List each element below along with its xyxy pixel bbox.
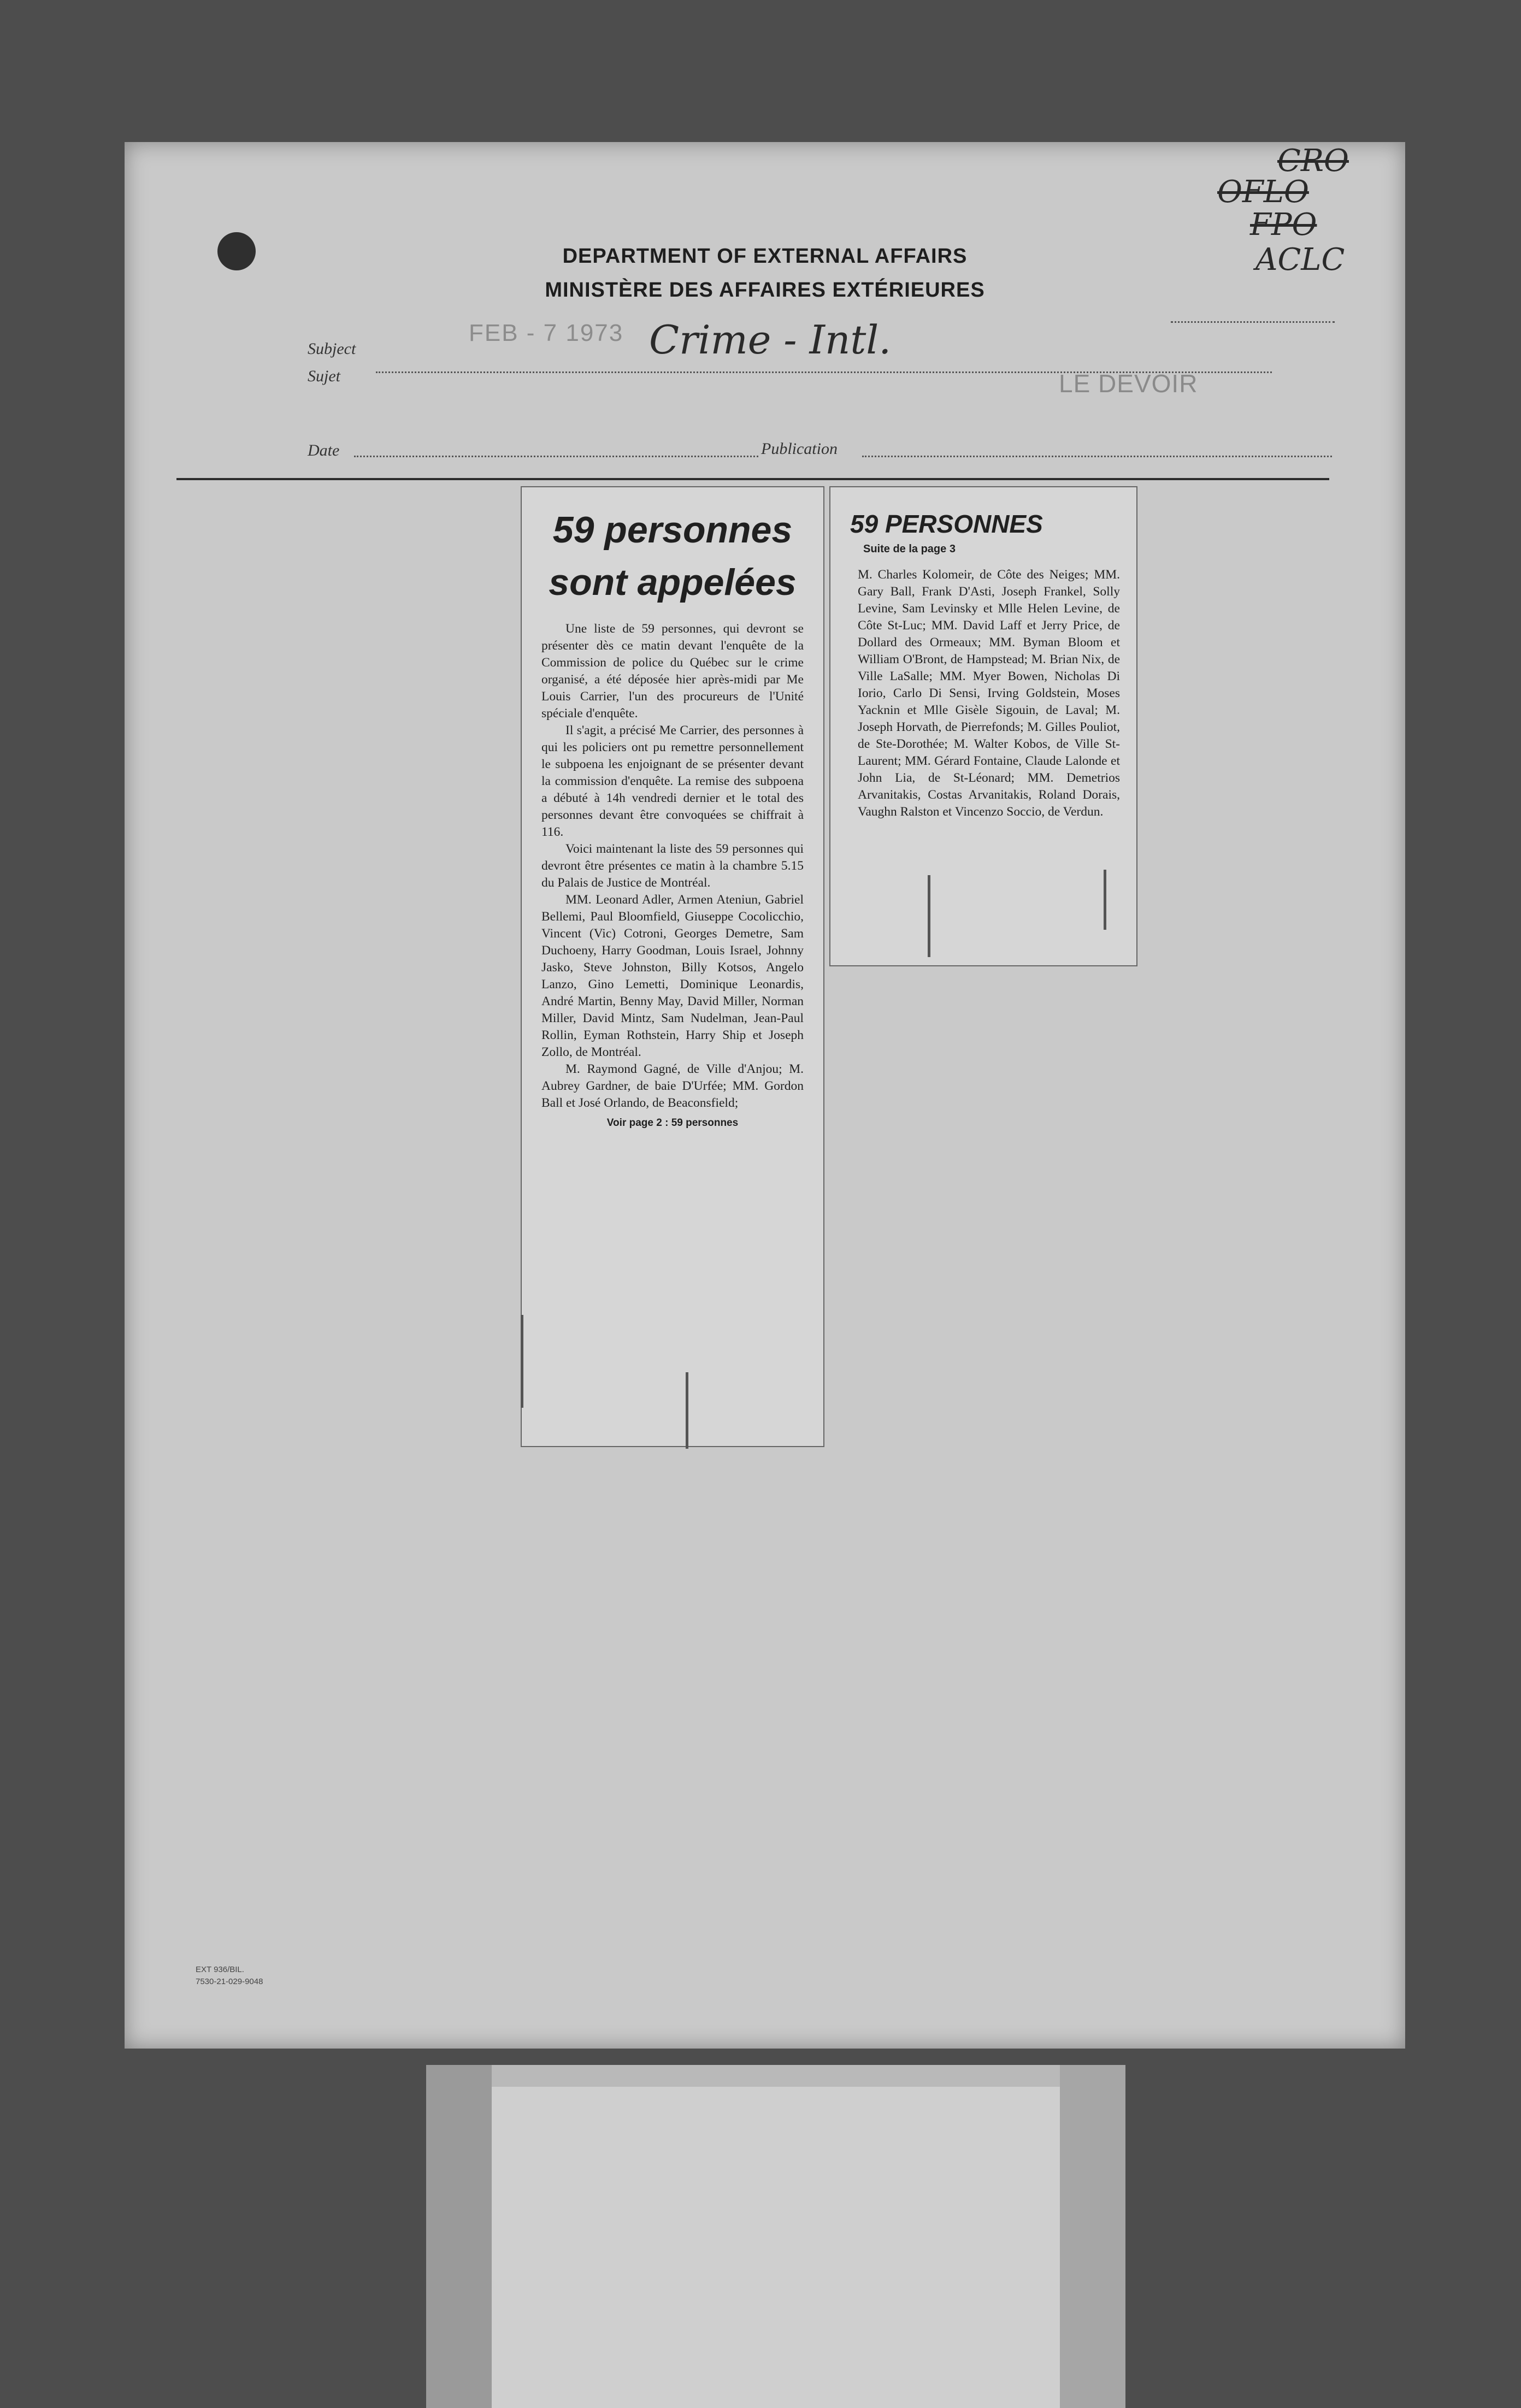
publication-label: Publication: [761, 440, 838, 458]
sujet-label: Sujet: [308, 367, 340, 385]
clipping-2-body: [830, 566, 1136, 821]
clipping-headline: 59 personnes sont appelées: [549, 509, 797, 603]
form-code: [196, 1964, 263, 1988]
department-title-en: DEPARTMENT OF EXTERNAL AFFAIRS: [562, 245, 968, 268]
clipping-2-headline: 59 PERSONNES: [850, 510, 1043, 538]
folder-tab: [426, 2065, 1125, 2408]
reference-line: [1171, 321, 1335, 323]
clipping-paragraph: M. Raymond Gagné, de Ville d'Anjou; M. Aubrey Gardner, de baie D'Urfée; MM. Gordon Ball et José Orlando, de Beaconsfield;: [541, 1062, 804, 1110]
news-clipping-main: [521, 486, 824, 1447]
clipping-paragraph: MM. Leonard Adler, Armen Ateniun, Gabriel Bellemi, Paul Bloomfield, Giuseppe Cocolicchio, Vincent (Vic) Cotroni, Georges Demetre, Sam Duchoeny, Harry Goodman, Louis Israel, Johnny Jasko, Steve Johnston, Billy Kotsos, Angelo Lanzo, Gino Lemetti, Dominique Leonardis, André Martin, Benny May, David Miller, Norman Miller, David Mintz, Sam Nudelman, Jean-Paul Rollin, Eyman Rothstein, Harry Ship et Joseph Zollo, de Montréal.: [541, 893, 804, 1059]
handwritten-routing-cro: CRO: [1277, 143, 1349, 179]
clipping-2-suite: Suite de la page 3: [863, 543, 956, 555]
date-stamp: FEB - 7 1973: [469, 320, 624, 346]
handwritten-subject: Crime - Intl.: [649, 317, 892, 363]
date-label: Date: [308, 441, 340, 459]
form-code-line: EXT 936/BIL.: [196, 1965, 244, 1974]
publication-line: [862, 456, 1332, 457]
handwritten-routing-fpo: FPO: [1250, 207, 1317, 243]
clipping-paragraph: Il s'agit, a précisé Me Carrier, des personnes à qui les policiers ont pu remettre personnellement le subpoena les enjoignant de se présenter devant la commission d'enquête. La remise des subpoena a débuté à 14h vendredi dernier et le total des personnes devant être convoquées se chiffrait à 116.: [541, 723, 804, 839]
document-page: [125, 142, 1405, 2049]
handwritten-routing-aclc: ACLC: [1255, 242, 1345, 278]
clipping-paragraph: Une liste de 59 personnes, qui devront se présenter dès ce matin devant l'enquête de la Commission de police du Québec sur le crime organisé, a été déposée hier après-midi par Me Louis Carrier, l'un des procureurs de l'Unité spéciale d'enquête.: [541, 622, 804, 721]
folder-tab-inner: [492, 2087, 1060, 2408]
staple-mark: [521, 1315, 523, 1408]
folder-tab-edge: [1060, 2065, 1125, 2408]
header-separator: [176, 478, 1329, 480]
staple-mark: [1104, 870, 1106, 930]
clipping-paragraph: Voici maintenant la liste des 59 personnes qui devront être présentes ce matin à la chambre 5.15 du Palais de Justice de Montréal.: [541, 842, 804, 890]
staple-mark: [928, 875, 930, 957]
staple-mark: [686, 1372, 688, 1449]
clipping-continuation: Voir page 2 : 59 personnes: [606, 1117, 739, 1129]
handwritten-routing-oflo: OFLO: [1217, 174, 1309, 210]
date-line: [354, 456, 758, 457]
form-code-line: 7530-21-029-9048: [196, 1977, 263, 1986]
clipping-body: [522, 621, 823, 1112]
subject-label: Subject: [308, 340, 356, 358]
department-title-fr: MINISTÈRE DES AFFAIRES EXTÉRIEURES: [545, 279, 985, 302]
news-clipping-continued: [829, 486, 1137, 966]
folder-tab-edge: [426, 2065, 492, 2408]
clipping-2-paragraph: M. Charles Kolomeir, de Côte des Neiges; MM. Gary Ball, Frank D'Asti, Joseph Frankel, Solly Levine, Sam Levinsky et Mlle Helen Levine, de Côte St-Luc; MM. David Laff et Jerry Price, de Dollard des Ormeaux; MM. Byman Bloom et William O'Bront, de Hampstead; M. Brian Nix, de Ville LaSalle; MM. Myer Bowen, Nicholas Di Iorio, Carlo Di Sensi, Irving Goldstein, Moses Yacknin et Mlle Gisèle Sigouin, de Laval; M. Joseph Horvath, de Pierrefonds; M. Gilles Pouliot, de Ste-Dorothée; M. Walter Kobos, de Ville St-Laurent; MM. Gérard Fontaine, Claude Lalonde et John Lia, de St-Léonard; MM. Demetrios Arvanitakis, Costas Arvanitakis, Roland Dorais, Vaughn Ralston et Vincenzo Soccio, de Verdun.: [858, 568, 1120, 819]
publication-stamp: LE DEVOIR: [1059, 369, 1198, 398]
